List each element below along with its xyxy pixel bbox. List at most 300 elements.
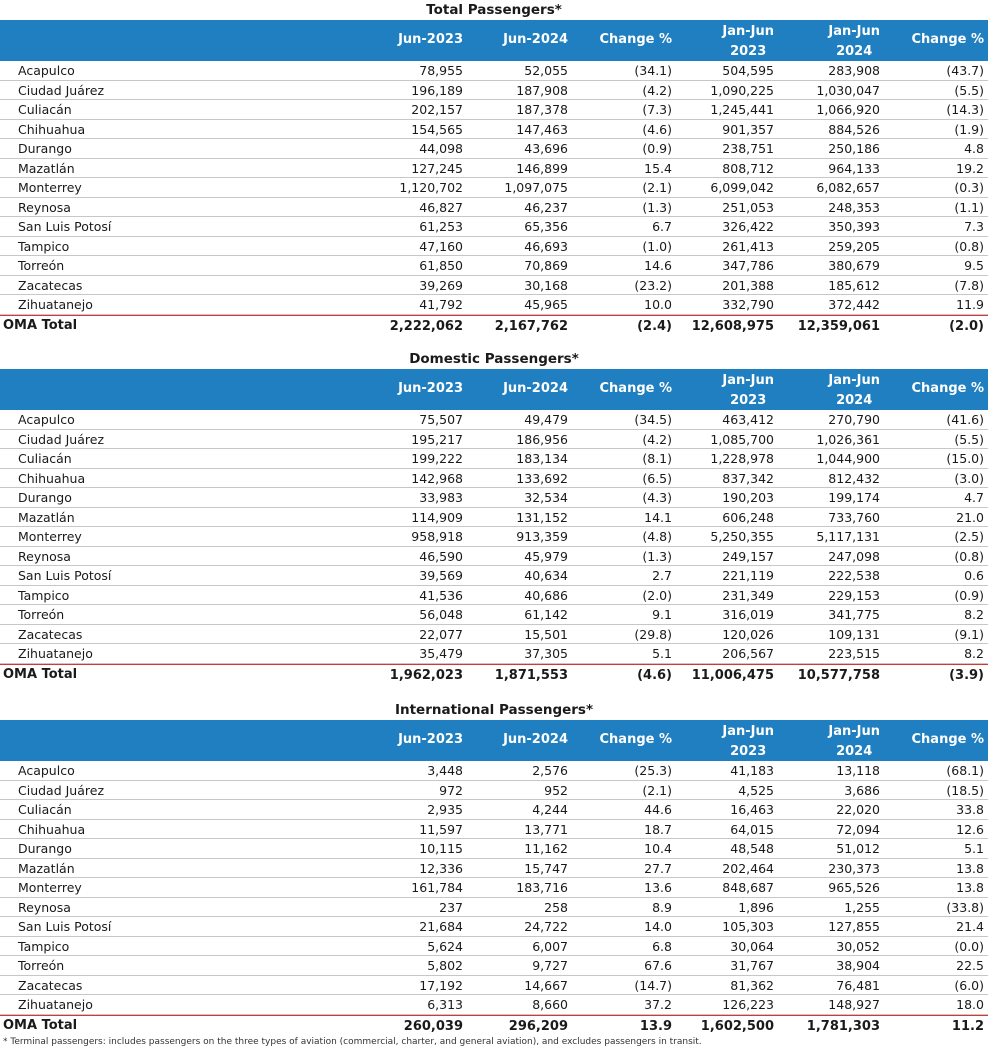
total-cell: 1,781,303 [806,1018,880,1034]
table-cell: 16,463 [730,802,774,817]
table-cell: 120,026 [722,626,774,642]
airport-name: Culiacán [18,102,72,117]
table-cell: 46,693 [524,238,568,254]
table-cell: (0.0) [954,938,984,954]
table-cell: 33,983 [419,490,463,505]
table-cell: (4.8) [642,529,672,544]
table-cell: 6,313 [427,997,463,1012]
table-cell: 15.4 [644,160,672,176]
table-cell: 127,245 [411,160,463,176]
table-cell: 33.8 [956,802,984,817]
table-cell: 14,667 [524,977,568,993]
table-cell: 154,565 [411,121,463,137]
table-cell: 31,767 [730,958,774,973]
table-cell: 972 [439,782,463,798]
total-cell: 1,962,023 [389,667,463,683]
table-cell: 126,223 [722,997,774,1012]
table-cell: (0.9) [954,587,984,603]
table-row [0,976,988,996]
table-cell: 350,393 [828,219,880,234]
table-cell: 9.5 [964,258,984,273]
table-cell: 15,747 [524,860,568,876]
table-body [0,61,988,315]
table-cell: 1,085,700 [710,431,774,447]
column-header [828,22,880,62]
table-cell: 251,053 [722,199,774,215]
airport-name: Zihuatanejo [18,646,93,661]
footnote: * Terminal passengers: includes passengers on the three types of aviation (commercial, charter, and general aviation), and excludes passengers in transit. [3,1037,702,1047]
table-cell: 15,501 [524,626,568,642]
table-cell: (15.0) [946,451,984,466]
airport-name: Durango [18,841,72,856]
table-cell: 65,356 [524,219,568,234]
airport-name: Monterrey [18,529,82,544]
table-row [0,644,988,664]
table-row [0,527,988,547]
column-header [398,381,463,396]
column-header-line: Change % [911,32,984,47]
table-cell: (1.1) [954,199,984,215]
table-cell: 52,055 [524,63,568,78]
table-header [0,20,988,61]
table-cell: 8.2 [964,607,984,622]
table-cell: 78,955 [419,63,463,78]
table-cell: 202,157 [411,102,463,117]
table-cell: 238,751 [722,141,774,156]
table-cell: 4.7 [964,490,984,505]
airport-name: Chihuahua [18,821,86,837]
table-row [0,198,988,218]
table-cell: 46,237 [524,199,568,215]
table-cell: 41,792 [419,297,463,312]
table-cell: 11.9 [956,297,984,312]
table-cell: 8,660 [532,997,568,1012]
table-cell: 229,153 [828,587,880,603]
table-cell: 147,463 [516,121,568,137]
table-cell: 30,052 [836,938,880,954]
column-header-line: Jun-2023 [398,381,463,396]
table-cell: 18.7 [644,821,672,837]
column-header [600,32,673,47]
total-passengers-table [0,0,988,335]
table-cell: 14.1 [644,509,672,525]
table-cell: 13.8 [956,880,984,895]
table-cell: 187,908 [516,82,568,98]
table-cell: 965,526 [828,880,880,895]
table-cell: 37,305 [524,646,568,661]
table-cell: (3.0) [954,470,984,486]
table-cell: 11,162 [524,841,568,856]
table-cell: 35,479 [419,646,463,661]
table-cell: 6,007 [532,938,568,954]
table-cell: 250,186 [828,141,880,156]
table-cell: 21,684 [419,919,463,934]
table-title: Domestic Passengers* [409,351,579,367]
total-cell: 11,006,475 [691,667,774,683]
table-cell: (0.8) [954,238,984,254]
table-cell: 114,909 [411,509,463,525]
table-cell: 44.6 [644,802,672,817]
table-cell: 1,097,075 [504,180,568,195]
airport-name: Tampico [18,938,70,954]
total-cell: (2.0) [949,318,984,334]
table-cell: 45,965 [524,297,568,312]
table-row [0,159,988,179]
table-cell: 504,595 [722,63,774,78]
table-body [0,410,988,664]
column-header-line: Jun-2024 [503,32,568,47]
table-cell: (4.2) [642,82,672,98]
table-cell: (6.5) [642,470,672,486]
column-header-line: Jan-Jun [828,24,880,39]
table-cell: 61,850 [419,258,463,273]
column-header [722,371,774,411]
column-header-line: 2023 [730,744,767,759]
table-cell: (14.3) [946,102,984,117]
table-cell: 5,802 [427,958,463,973]
table-cell: 10.4 [644,841,672,856]
table-cell: 222,538 [828,568,880,583]
table-cell: 283,908 [828,63,880,78]
table-cell: 1,120,702 [399,180,463,195]
table-cell: 183,134 [516,451,568,466]
column-header [503,381,568,396]
column-header [912,32,985,47]
table-cell: 127,855 [828,919,880,934]
table-cell: 49,479 [524,412,568,427]
table-cell: 142,968 [411,470,463,486]
column-header-line: Jan-Jun [722,24,774,39]
column-header [398,32,463,47]
table-cell: 270,790 [828,412,880,427]
table-cell: 22.5 [956,958,984,973]
table-cell: 19.2 [956,160,984,176]
airport-name: Zacatecas [18,977,83,993]
table-header [0,369,988,410]
table-cell: 27.7 [644,860,672,876]
table-row [0,100,988,120]
table-row [0,120,988,140]
table-cell: 8.2 [964,646,984,661]
table-cell: (34.1) [634,63,672,78]
total-row [0,664,988,684]
table-cell: 39,269 [419,277,463,293]
column-header-line: Jan-Jun [828,724,880,739]
table-cell: 199,222 [411,451,463,466]
table-row [0,995,988,1015]
table-cell: 70,869 [524,258,568,273]
total-cell: 10,577,758 [797,667,880,683]
table-cell: (0.3) [954,180,984,195]
table-cell: 2.7 [652,568,672,583]
table-cell: 6,099,042 [710,180,774,195]
table-row [0,917,988,937]
table-cell: (33.8) [946,899,984,915]
table-cell: 237 [439,899,463,915]
table-cell: 7.3 [964,219,984,234]
airport-name: Chihuahua [18,121,86,137]
total-cell: 12,608,975 [691,318,774,334]
table-cell: 67.6 [644,958,672,973]
table-cell: 230,373 [828,860,880,876]
table-cell: (43.7) [946,63,984,78]
table-cell: 4,525 [738,782,774,798]
table-cell: (23.2) [634,277,672,293]
column-header-line: Jan-Jun [828,373,880,388]
table-row [0,586,988,606]
table-cell: 341,775 [828,607,880,622]
domestic-passengers-table [0,349,988,684]
table-cell: 13,118 [836,763,880,778]
column-header [398,732,463,747]
table-cell: (68.1) [946,763,984,778]
table-title: International Passengers* [394,702,594,718]
table-cell: 13.6 [644,880,672,895]
table-cell: 48,548 [730,841,774,856]
table-cell: 161,784 [411,880,463,895]
airport-name: Culiacán [18,802,72,817]
total-cell: 296,209 [508,1018,568,1034]
column-header-line: 2023 [730,393,767,408]
table-cell: 952 [544,782,568,798]
column-header-line: Jan-Jun [722,373,774,388]
table-cell: 47,160 [419,238,463,254]
column-header-line: Jun-2024 [503,381,568,396]
table-row [0,139,988,159]
international-passengers-table [0,700,988,1035]
table-row [0,217,988,237]
airport-name: Acapulco [18,763,75,778]
column-header-line: 2024 [836,393,873,408]
table-row [0,488,988,508]
total-cell: 1,871,553 [494,667,568,683]
table-cell: 808,712 [722,160,774,176]
table-row [0,547,988,567]
airport-name: San Luis Potosí [18,919,112,934]
table-cell: 40,634 [524,568,568,583]
table-cell: 37.2 [644,997,672,1012]
table-row [0,237,988,257]
table-cell: 248,353 [828,199,880,215]
table-title: Total Passengers* [426,2,562,18]
table-cell: 133,692 [516,470,568,486]
column-header [828,722,880,762]
table-cell: 46,590 [419,548,463,564]
table-row [0,276,988,296]
table-cell: 1,896 [738,899,774,915]
table-cell: 14.0 [644,919,672,934]
table-cell: 884,526 [828,121,880,137]
table-cell: (1.9) [954,121,984,137]
airport-name: San Luis Potosí [18,568,112,583]
table-cell: 10.0 [644,297,672,312]
table-cell: (4.6) [642,121,672,137]
table-cell: 6.7 [652,219,672,234]
table-cell: 72,094 [836,821,880,837]
table-cell: (2.1) [642,782,672,798]
table-cell: (2.0) [642,587,672,603]
airport-name: Chihuahua [18,470,86,486]
table-cell: 247,098 [828,548,880,564]
table-cell: 4,244 [532,802,568,817]
column-header [912,732,985,747]
table-cell: 316,019 [722,607,774,622]
table-cell: 109,131 [828,626,880,642]
total-cell: (4.6) [637,667,672,683]
table-cell: 21.4 [956,919,984,934]
airport-name: Acapulco [18,412,75,427]
table-cell: 190,203 [722,490,774,505]
airport-name: Torreón [18,958,65,973]
table-row [0,820,988,840]
table-cell: 332,790 [722,297,774,312]
airport-name: Monterrey [18,880,82,895]
total-cell: 11.2 [951,1018,984,1034]
table-cell: 39,569 [419,568,463,583]
column-header [828,371,880,411]
table-cell: (7.8) [954,277,984,293]
total-cell: 12,359,061 [797,318,880,334]
total-cell: 260,039 [403,1018,463,1034]
table-cell: 231,349 [722,587,774,603]
table-cell: 183,716 [516,880,568,895]
table-cell: (18.5) [946,782,984,798]
table-cell: (4.2) [642,431,672,447]
column-header [722,722,774,762]
table-cell: 146,899 [516,160,568,176]
table-cell: 958,918 [411,529,463,544]
table-cell: 21.0 [956,509,984,525]
table-row [0,566,988,586]
table-cell: 22,020 [836,802,880,817]
table-cell: 1,030,047 [816,82,880,98]
airport-name: Reynosa [18,199,71,215]
table-cell: 1,026,361 [816,431,880,447]
table-cell: 10,115 [419,841,463,856]
table-cell: 259,205 [828,238,880,254]
table-cell: 201,388 [722,277,774,293]
table-cell: 372,442 [828,297,880,312]
airport-name: Monterrey [18,180,82,195]
table-cell: 186,956 [516,431,568,447]
table-cell: 380,679 [828,258,880,273]
table-cell: (9.1) [954,626,984,642]
table-cell: 606,248 [722,509,774,525]
total-label: OMA Total [3,317,78,333]
table-cell: 13.8 [956,860,984,876]
table-row [0,937,988,957]
total-label: OMA Total [3,1017,78,1033]
table-cell: 1,044,900 [816,451,880,466]
table-cell: 11,597 [419,821,463,837]
table-cell: 258 [544,899,568,915]
table-row [0,781,988,801]
table-cell: (5.5) [954,431,984,447]
table-cell: 326,422 [722,219,774,234]
airport-name: Zacatecas [18,277,83,293]
table-cell: 196,189 [411,82,463,98]
airport-name: Reynosa [18,899,71,915]
column-header-line: Change % [911,732,984,747]
table-row [0,878,988,898]
table-cell: (0.8) [954,548,984,564]
table-cell: 812,432 [828,470,880,486]
total-cell: 2,222,062 [389,318,463,334]
table-row [0,295,988,315]
table-cell: 837,342 [722,470,774,486]
table-cell: 347,786 [722,258,774,273]
table-cell: 5,250,355 [710,529,774,544]
airport-name: Zacatecas [18,626,83,642]
table-cell: 41,536 [419,587,463,603]
table-row [0,956,988,976]
table-cell: 913,359 [516,529,568,544]
table-cell: (2.5) [954,529,984,544]
table-cell: (2.1) [642,180,672,195]
table-cell: 3,686 [844,782,880,798]
column-header [600,732,673,747]
column-header-line: Change % [599,381,672,396]
table-row [0,449,988,469]
table-cell: (25.3) [634,763,672,778]
table-cell: 76,481 [836,977,880,993]
table-cell: 206,567 [722,646,774,661]
table-row [0,430,988,450]
airport-name: Zihuatanejo [18,997,93,1012]
table-cell: 261,413 [722,238,774,254]
airport-name: Tampico [18,238,70,254]
airport-name: Ciudad Juárez [18,82,105,98]
total-label: OMA Total [3,666,78,682]
table-header [0,720,988,761]
table-cell: 1,090,225 [710,82,774,98]
table-cell: (7.3) [642,102,672,117]
table-cell: 1,245,441 [710,102,774,117]
table-cell: 249,157 [722,548,774,564]
total-cell: 13.9 [639,1018,672,1034]
airport-name: Ciudad Juárez [18,782,105,798]
table-cell: 185,612 [828,277,880,293]
table-cell: (0.9) [642,141,672,156]
airport-name: Zihuatanejo [18,297,93,312]
column-header-line: 2024 [836,744,873,759]
table-row [0,898,988,918]
table-cell: 195,217 [411,431,463,447]
table-row [0,839,988,859]
table-cell: (41.6) [946,412,984,427]
table-cell: 17,192 [419,977,463,993]
table-row [0,508,988,528]
column-header-line: Jan-Jun [722,724,774,739]
column-header-line: Change % [911,381,984,396]
airport-name: San Luis Potosí [18,219,112,234]
table-cell: 51,012 [836,841,880,856]
table-cell: 964,133 [828,160,880,176]
table-cell: 221,119 [722,568,774,583]
airport-name: Mazatlán [18,860,75,876]
airport-name: Torreón [18,258,65,273]
table-cell: 6,082,657 [816,180,880,195]
column-header-line: Jun-2024 [503,732,568,747]
table-row [0,410,988,430]
table-cell: 202,464 [722,860,774,876]
table-row [0,859,988,879]
table-cell: 901,357 [722,121,774,137]
table-cell: 9.1 [652,607,672,622]
table-cell: 148,927 [828,997,880,1012]
table-cell: 14.6 [644,258,672,273]
total-cell: (2.4) [637,318,672,334]
